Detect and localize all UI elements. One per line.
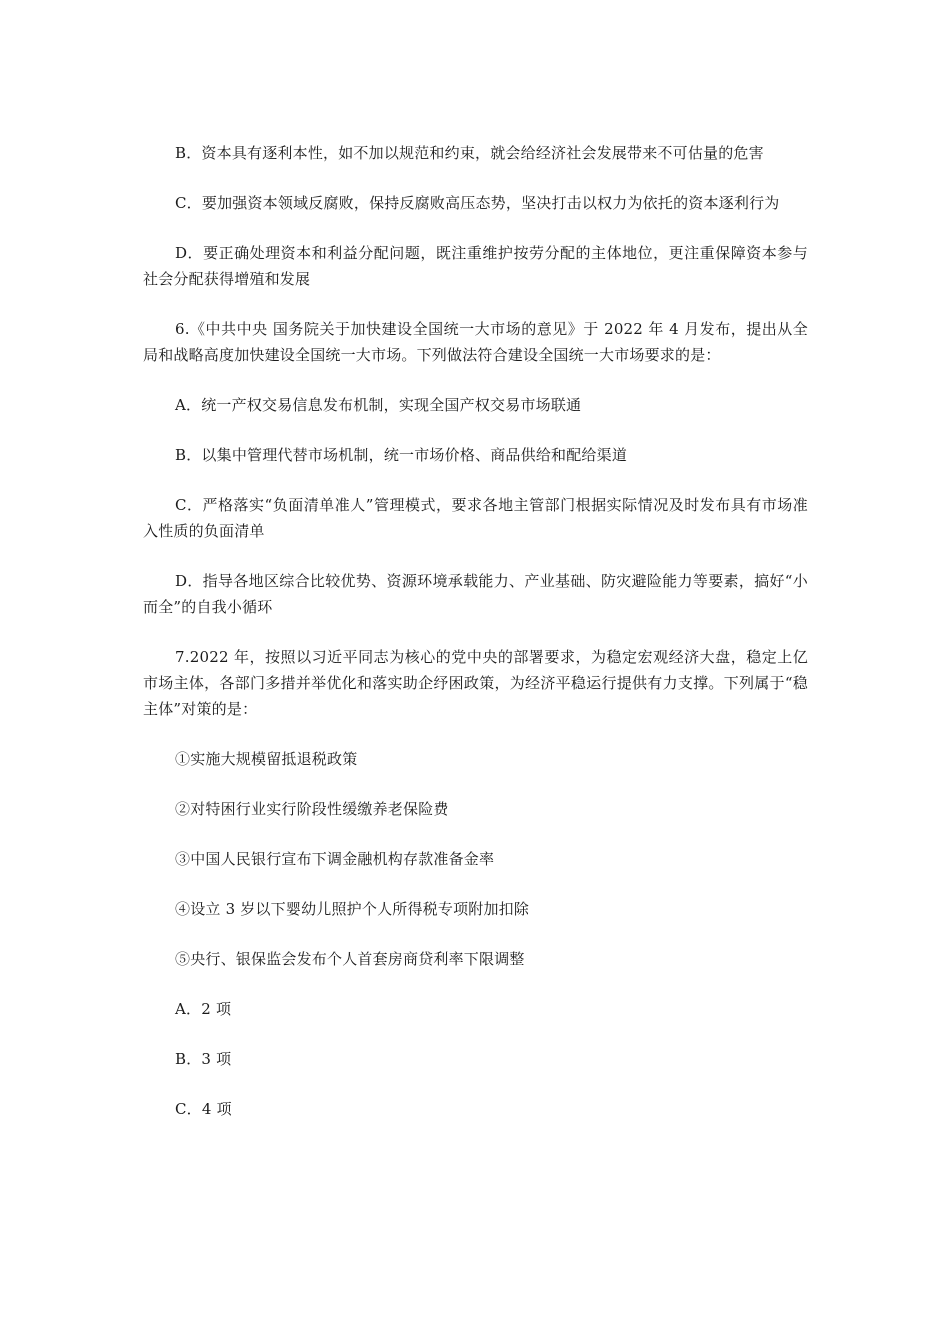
question-7: 7.2022 年，按照以习近平同志为核心的党中央的部署要求，为稳定宏观经济大盘，稳定上亿市场主体，各部门多措并举优化和落实助企纾困政策，为经济平稳运行提供有力支撑。下列属于“稳主体”对策的是： — [143, 648, 808, 718]
document-body — [143, 140, 808, 1146]
statement-4: ④设立 3 岁以下婴幼儿照护个人所得税专项附加扣除 — [175, 900, 530, 918]
option-5b: B．资本具有逐利本性，如不加以规范和约束，就会给经济社会发展带来不可估量的危害 — [175, 144, 764, 162]
statement-1: ①实施大规模留抵退税政策 — [175, 750, 358, 768]
statement-3: ③中国人民银行宣布下调金融机构存款准备金率 — [175, 850, 495, 868]
option-7c: C．4 项 — [175, 1100, 232, 1118]
question-6: 6.《中共中央 国务院关于加快建设全国统一大市场的意见》于 2022 年 4 月发布，提出从全局和战略高度加快建设全国统一大市场。下列做法符合建设全国统一大市场要求的是： — [143, 320, 808, 364]
option-7b: B．3 项 — [175, 1050, 232, 1068]
option-6c: C．严格落实“负面清单准人”管理模式，要求各地主管部门根据实际情况及时发布具有市场准入性质的负面清单 — [143, 496, 808, 540]
option-5c: C．要加强资本领域反腐败，保持反腐败高压态势，坚决打击以权力为依托的资本逐利行为 — [175, 194, 780, 212]
option-6d: D．指导各地区综合比较优势、资源环境承载能力、产业基础、防灾避险能力等要素，搞好“小而全”的自我小循环 — [143, 572, 808, 616]
option-5d: D．要正确处理资本和利益分配问题，既注重维护按劳分配的主体地位，更注重保障资本参与社会分配获得增殖和发展 — [143, 244, 808, 288]
statement-5: ⑤央行、银保监会发布个人首套房商贷利率下限调整 — [175, 950, 525, 968]
option-7a: A．2 项 — [175, 1000, 232, 1018]
statement-2: ②对特困行业实行阶段性缓缴养老保险费 — [175, 800, 449, 818]
option-6b: B．以集中管理代替市场机制，统一市场价格、商品供给和配给渠道 — [175, 446, 628, 464]
option-6a: A．统一产权交易信息发布机制，实现全国产权交易市场联通 — [175, 396, 582, 414]
